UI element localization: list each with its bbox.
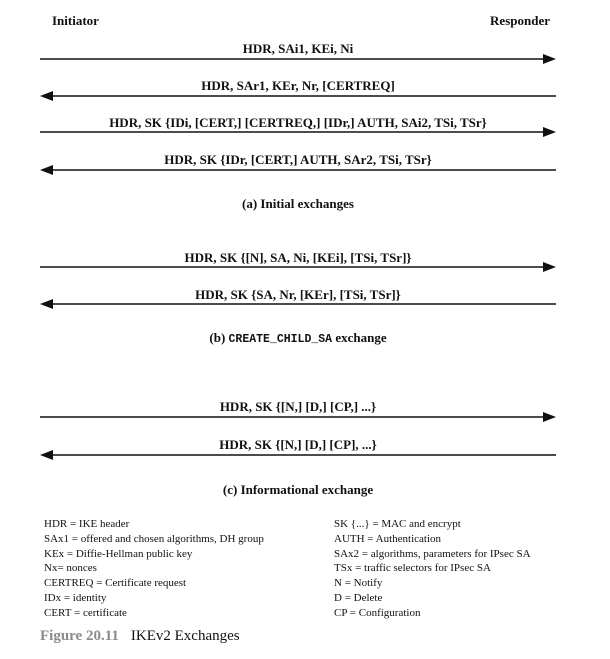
legend-item: IDx = identity — [44, 591, 107, 604]
legend-item: CERTREQ = Certificate request — [44, 577, 187, 590]
arrow-left — [40, 90, 556, 102]
legend-item: D = Delete — [334, 591, 383, 604]
message-label: HDR, SAi1, KEi, Ni — [242, 41, 354, 56]
initiator-label: Initiator — [52, 13, 99, 28]
legend-item: Nx= nonces — [44, 562, 97, 575]
message-label: HDR, SK {[N], SA, Ni, [KEi], [TSi, TSr]} — [184, 250, 412, 265]
caption-create-child-sa — [0, 330, 596, 346]
legend-item: N = Notify — [334, 577, 383, 590]
legend-item: TSx = traffic selectors for IPsec SA — [334, 562, 491, 575]
caption-initial-exchanges: (a) Initial exchanges — [242, 196, 354, 211]
message-label: HDR, SK {IDr, [CERT,] AUTH, SAr2, TSi, TSr} — [164, 152, 432, 167]
figure-caption — [40, 628, 240, 645]
legend-left — [44, 517, 264, 621]
arrow-right — [40, 261, 556, 273]
caption-code: CREATE_CHILD_SA — [228, 333, 333, 346]
arrow-left — [40, 449, 556, 461]
responder-label: Responder — [490, 13, 550, 28]
message-label: HDR, SK {IDi, [CERT,] [CERTREQ,] [IDr,] AUTH, SAi2, TSi, TSr} — [109, 115, 487, 130]
arrow-right — [40, 53, 556, 65]
caption-informational-exchange: (c) Informational exchange — [222, 482, 374, 497]
figure-number: Figure 20.11 — [40, 628, 119, 644]
legend-item: CERT = certificate — [44, 606, 127, 619]
arrow-left — [40, 164, 556, 176]
figure-title: IKEv2 Exchanges — [130, 628, 240, 644]
message-label: HDR, SK {[N,] [D,] [CP], ...} — [219, 437, 377, 452]
arrow-right — [40, 411, 556, 423]
arrow-left — [40, 298, 556, 310]
legend-item: CP = Configuration — [334, 606, 421, 619]
message-label: HDR, SAr1, KEr, Nr, [CERTREQ] — [201, 78, 395, 93]
legend-item: SK {...} = MAC and encrypt — [334, 518, 461, 530]
legend-item: AUTH = Authentication — [334, 532, 442, 545]
legend-item: KEx = Diffie-Hellman public key — [44, 547, 193, 560]
message-label: HDR, SK {SA, Nr, [KEr], [TSi, TSr]} — [195, 287, 401, 302]
message-label: HDR, SK {[N,] [D,] [CP,] ...} — [219, 399, 377, 414]
legend-item: HDR = IKE header — [44, 518, 130, 530]
arrow-right — [40, 126, 556, 138]
caption-suffix: exchange — [335, 330, 387, 345]
legend-item: SAx2 = algorithms, parameters for IPsec SA — [334, 547, 531, 560]
legend-item: SAx1 = offered and chosen algorithms, DH group — [44, 532, 264, 545]
legend-right — [334, 517, 531, 621]
caption-prefix: (b) — [209, 330, 226, 345]
